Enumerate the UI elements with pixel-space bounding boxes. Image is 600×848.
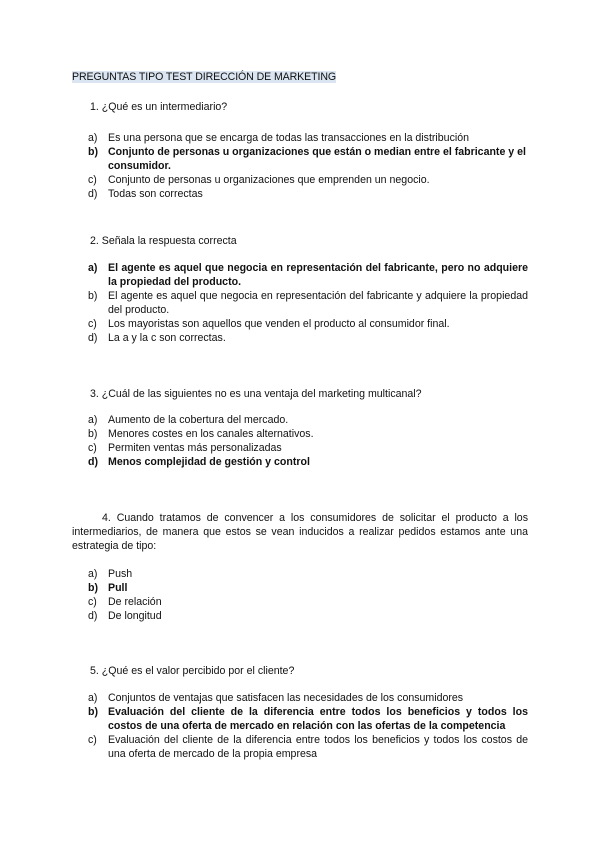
option-letter: c) [88,734,97,746]
option-letter: a) [88,132,98,144]
question-5-options [88,691,528,761]
question-4-prompt: 4. Cuando tratamos de convencer a los consumidores de solicitar el producto a los intermediarios, de manera que estos se vean inducidos a realizar pedidos estamos ante una estrategia de tipo: [72,512,528,552]
option-letter: a) [88,262,98,274]
option-letter: c) [88,174,97,186]
question-5-option-b [88,705,528,733]
option-text: El agente es aquel que negocia en representación del fabricante y adquiere la propiedad del producto. [108,290,528,316]
option-text: De longitud [108,610,162,622]
option-letter: c) [88,596,97,608]
question-1-option-d [88,187,528,201]
option-text: Conjunto de personas u organizaciones que están o median entre el fabricante y el consumidor. [108,146,526,172]
question-1-option-a [88,131,528,145]
option-letter: d) [88,610,98,622]
option-letter: a) [88,568,98,580]
option-letter: d) [88,332,98,344]
option-text: Conjunto de personas u organizaciones que emprenden un negocio. [108,174,430,186]
question-4-option-d [88,609,528,623]
question-3-prompt: 3. ¿Cuál de las siguientes no es una ventaja del marketing multicanal? [90,388,422,400]
option-letter: b) [88,428,98,440]
option-text: Menores costes en los canales alternativos. [108,428,314,440]
option-text: Conjuntos de ventajas que satisfacen las necesidades de los consumidores [108,692,464,704]
option-text: Los mayoristas son aquellos que venden el producto al consumidor final. [108,318,450,330]
question-5-option-c [88,733,528,761]
option-letter: d) [88,188,98,200]
question-1-option-b [88,145,528,173]
document-title-text: PREGUNTAS TIPO TEST DIRECCIÓN DE MARKETING [72,71,337,83]
question-3-option-a [88,413,528,427]
question-2-prompt: 2. Señala la respuesta correcta [90,235,237,247]
question-5-option-a [88,691,528,705]
question-4-options [88,567,528,623]
option-text: Aumento de la cobertura del mercado. [108,414,289,426]
option-text: El agente es aquel que negocia en representación del fabricante, pero no adquiere la propiedad del producto. [108,262,528,288]
option-letter: a) [88,414,98,426]
option-text: Evaluación del cliente de la diferencia entre todos los beneficios y todos los costos de una oferta de mercado de la propia empresa [108,734,528,760]
option-text: Todas son correctas [108,188,203,200]
question-3-options [88,413,528,469]
option-text: De relación [108,596,162,608]
option-letter: b) [88,582,98,594]
option-letter: b) [88,706,98,718]
option-letter: b) [88,290,98,302]
option-text: Pull [108,582,128,594]
question-4-option-b [88,581,528,595]
question-2-options [88,261,528,345]
question-5-prompt: 5. ¿Qué es el valor percibido por el cliente? [90,665,295,677]
option-letter: a) [88,692,98,704]
option-letter: c) [88,318,97,330]
option-text: Es una persona que se encarga de todas las transacciones en la distribución [108,132,470,144]
question-1-options [88,131,528,201]
question-2-option-a [88,261,528,289]
question-2-option-c [88,317,528,331]
option-text: Menos complejidad de gestión y control [108,456,310,468]
option-text: La a y la c son correctas. [108,332,226,344]
question-3-option-d [88,455,528,469]
document-title [72,70,336,84]
option-letter: d) [88,456,98,468]
option-text: Permiten ventas más personalizadas [108,442,282,454]
question-2-option-d [88,331,528,345]
question-1-option-c [88,173,528,187]
option-letter: b) [88,146,98,158]
question-4-option-c [88,595,528,609]
question-4-option-a [88,567,528,581]
option-text: Evaluación del cliente de la diferencia entre todos los beneficios y todos los costos de una oferta de mercado en relación con las ofertas de la competencia [108,706,528,732]
option-text: Push [108,568,133,580]
question-3-option-b [88,427,528,441]
question-3-option-c [88,441,528,455]
question-1-prompt: 1. ¿Qué es un intermediario? [90,101,228,113]
question-2-option-b [88,289,528,317]
option-letter: c) [88,442,97,454]
